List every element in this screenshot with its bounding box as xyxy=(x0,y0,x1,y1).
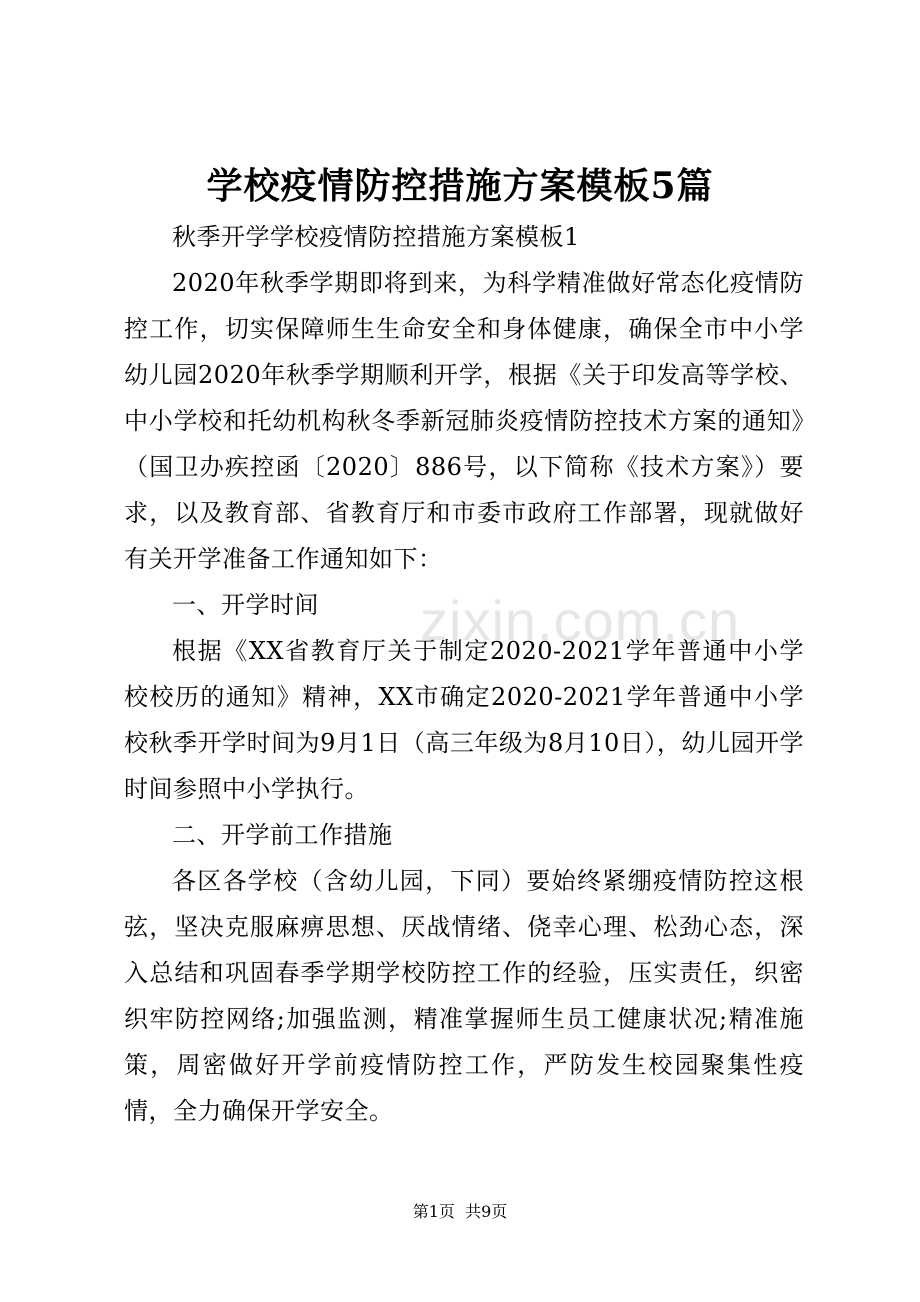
document-title: 学校疫情防控措施方案模板5篇 xyxy=(206,165,714,207)
watermark: zixin.com.cn xyxy=(420,589,741,652)
section-2-paragraph: 各区各学校（含幼儿园，下同）要始终紧绷疫情防控这根弦，坚决克服麻痹思想、厌战情绪、侥幸心理、松劲心态，深入总结和巩固春季学期学校防控工作的经验，压实责任，织密织牢防控网络;加强监测，精准掌握师生员工健康状况;精准施策，周密做好开学前疫情防控工作，严防发生校园聚集性疫情，全力确保开学安全。 xyxy=(124,867,804,1125)
subtitle-paragraph: 秋季开学学校疫情防控措施方案模板1 xyxy=(172,223,580,251)
document-body xyxy=(124,214,804,1134)
page-footer: 第1页 共9页 xyxy=(412,1202,508,1221)
section-1-paragraph: 根据《XX省教育厅关于制定2020-2021学年普通中小学校校历的通知》精神，XX市确定2020-2021学年普通中小学校秋季开学时间为9月1日（高三年级为8月10日），幼儿园开学时间参照中小学执行。 xyxy=(124,637,804,803)
section-heading-1: 一、开学时间 xyxy=(172,591,319,619)
intro-paragraph: 2020年秋季学期即将到来，为科学精准做好常态化疫情防控工作，切实保障师生生命安全和身体健康，确保全市中小学幼儿园2020年秋季学期顺利开学，根据《关于印发高等学校、中小学校和托幼机构秋冬季新冠肺炎疫情防控技术方案的通知》（国卫办疾控函〔2020〕886号，以下简称《技术方案》）要求，以及教育部、省教育厅和市委市政府工作部署，现就做好有关开学准备工作通知如下： xyxy=(124,269,804,573)
section-heading-2: 二、开学前工作措施 xyxy=(172,821,393,849)
